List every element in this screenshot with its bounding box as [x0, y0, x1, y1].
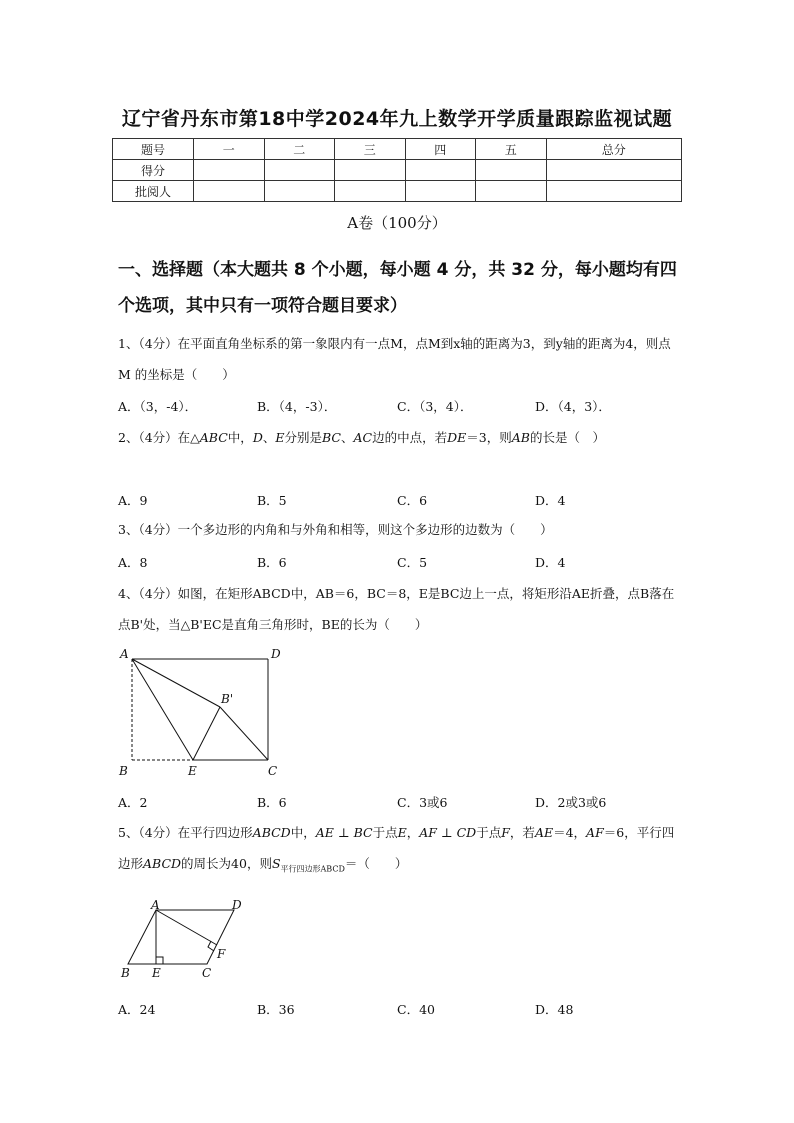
label-e: E [188, 764, 197, 778]
math-term: E [397, 825, 407, 840]
score-input-cell[interactable] [335, 181, 406, 202]
figure-parallelogram [112, 900, 262, 984]
score-input-cell[interactable] [546, 160, 682, 181]
question-score: （4分） [138, 825, 178, 840]
question-score: （4分） [138, 522, 178, 537]
part1-heading: 一、选择题（本大题共 8 个小题，每小题 4 分，共 32 分，每小题均有四个选项，其中只有一项符合题目要求） [118, 260, 677, 316]
score-input-cell[interactable] [194, 160, 265, 181]
score-header-cell: 总分 [546, 139, 682, 160]
segment-b-prime-c [220, 707, 268, 760]
math-term: ABCD [252, 825, 291, 840]
question-5 [118, 817, 678, 885]
altitude-af [156, 910, 217, 945]
segment-b-prime-e [193, 707, 220, 760]
score-input-cell[interactable] [476, 160, 547, 181]
score-table-row [113, 160, 682, 181]
question-number: 1、 [118, 336, 139, 351]
math-term: AE [534, 825, 554, 840]
section-a-heading: A卷（100分） [347, 214, 447, 232]
question-1 [118, 328, 678, 390]
math-term: BC [322, 430, 341, 445]
question-text-part: 在△ [177, 430, 200, 445]
label-b-prime: B' [221, 692, 234, 706]
options-q4 [118, 793, 678, 813]
math-term: D [252, 430, 263, 445]
question-text-part: 、 [340, 430, 354, 445]
math-term: DE [447, 430, 467, 445]
question-text-part: ＝6，平行四边形 [118, 825, 675, 871]
question-text-part: 于点 [476, 825, 502, 840]
option-d[interactable]: D．2或3或6 [535, 795, 607, 810]
area-subscript: 平行四边形ABCD [280, 864, 345, 874]
question-3 [118, 514, 678, 545]
question-score: （4分） [138, 586, 178, 601]
option-c[interactable]: C．6 [397, 493, 428, 508]
label-e: E [152, 966, 161, 980]
segment-ab-prime [132, 659, 220, 707]
question-text-part: ，若 [509, 825, 535, 840]
question-text-part: 边的中点，若 [372, 430, 448, 445]
question-text-part: 在平行四边形 [177, 825, 253, 840]
label-a: A [151, 900, 160, 912]
question-number: 3、 [118, 522, 139, 537]
option-c[interactable]: C．3或6 [397, 795, 448, 810]
score-table-header-row [113, 139, 682, 160]
option-a[interactable]: A．8 [118, 555, 148, 570]
score-header-cell: 四 [405, 139, 476, 160]
question-text-part: 、 [262, 430, 276, 445]
option-c[interactable]: C．40 [397, 1002, 435, 1017]
label-d: D [271, 647, 281, 661]
question-4 [118, 578, 678, 640]
score-header-cell: 一 [194, 139, 265, 160]
math-term: E [275, 430, 285, 445]
option-b[interactable]: B．36 [257, 1002, 295, 1017]
question-text-part: 分别是 [284, 430, 322, 445]
score-row-label: 批阅人 [113, 181, 194, 202]
option-d[interactable]: D．4 [535, 493, 566, 508]
options-q5 [118, 1000, 678, 1020]
score-header-cell: 题号 [113, 139, 194, 160]
option-a[interactable]: A．9 [118, 493, 148, 508]
score-table [112, 138, 682, 202]
score-header-cell: 二 [264, 139, 335, 160]
score-input-cell[interactable] [476, 181, 547, 202]
score-input-cell[interactable] [335, 160, 406, 181]
option-b[interactable]: B．6 [257, 555, 287, 570]
figure-rectangle-fold [112, 643, 312, 783]
page-title: 辽宁省丹东市第18中学2024年九上数学开学质量跟踪监视试题 [121, 108, 673, 130]
question-number: 4、 [118, 586, 139, 601]
option-b[interactable]: B．6 [257, 795, 287, 810]
math-term: AF [586, 825, 604, 840]
label-a: A [120, 647, 129, 661]
question-text-part: ， [406, 825, 420, 840]
score-input-cell[interactable] [264, 181, 335, 202]
question-text: 一个多边形的内角和与外角和相等，则这个多边形的边数为（ ） [177, 522, 553, 537]
option-a[interactable]: A．2 [118, 795, 148, 810]
option-a[interactable]: A．24 [118, 1002, 156, 1017]
math-term: AE ⊥ BC [315, 825, 373, 840]
math-term: ABC [199, 430, 228, 445]
option-c[interactable]: C．5 [397, 555, 428, 570]
question-text-part: 的长是（ ） [529, 430, 605, 445]
math-term: AF ⊥ CD [419, 825, 477, 840]
segment-ae [132, 659, 193, 760]
question-number: 2、 [118, 430, 139, 445]
score-input-cell[interactable] [194, 181, 265, 202]
label-c: C [202, 966, 212, 980]
option-d[interactable]: D．48 [535, 1002, 574, 1017]
label-c: C [268, 764, 278, 778]
math-term: AB [511, 430, 530, 445]
question-text-part: 于点 [372, 825, 398, 840]
math-term: AC [353, 430, 373, 445]
question-text-part: ＝（ ） [344, 856, 408, 871]
question-text: 如图，在矩形ABCD中，AB＝6，BC＝8，E是BC边上一点，将矩形沿AE折叠，点B落在点B'处，当△B'EC是直角三角形时，BE的长为（ ） [118, 586, 675, 632]
score-input-cell[interactable] [405, 160, 476, 181]
math-term: ABCD [143, 856, 182, 871]
math-term: S [271, 856, 281, 871]
question-text-part: 的周长为40，则 [181, 856, 272, 871]
label-b: B [119, 764, 128, 778]
label-b: B [121, 966, 130, 980]
option-a[interactable]: A．（3，-4）． [118, 399, 198, 414]
score-table-row [113, 181, 682, 202]
question-text-part: ＝3，则 [466, 430, 512, 445]
math-term: F [501, 825, 510, 840]
score-row-label: 得分 [113, 160, 194, 181]
options-q1 [118, 397, 678, 417]
option-d[interactable]: D．（4，3）． [535, 399, 611, 414]
question-text-part: 中， [227, 430, 253, 445]
question-text-part: ＝4， [553, 825, 587, 840]
question-2 [118, 422, 678, 453]
question-number: 5、 [118, 825, 139, 840]
option-c[interactable]: C．（3，4）． [397, 399, 473, 414]
score-input-cell[interactable] [264, 160, 335, 181]
label-f: F [217, 947, 226, 961]
option-b[interactable]: B．5 [257, 493, 287, 508]
options-q3 [118, 553, 678, 573]
score-header-cell: 三 [335, 139, 406, 160]
question-text-part: 中， [290, 825, 316, 840]
option-b[interactable]: B．（4，-3）． [257, 399, 337, 414]
options-q2 [118, 491, 678, 511]
right-angle-mark-e [156, 957, 163, 964]
question-score: （4分） [138, 430, 178, 445]
question-score: （4分） [138, 336, 178, 351]
question-text: 在平面直角坐标系的第一象限内有一点M，点M到x轴的距离为3，到y轴的距离为4，则点M 的坐标是（ ） [118, 336, 671, 382]
label-d: D [232, 900, 242, 912]
score-input-cell[interactable] [405, 181, 476, 202]
score-header-cell: 五 [476, 139, 547, 160]
option-d[interactable]: D．4 [535, 555, 566, 570]
score-input-cell[interactable] [546, 181, 682, 202]
